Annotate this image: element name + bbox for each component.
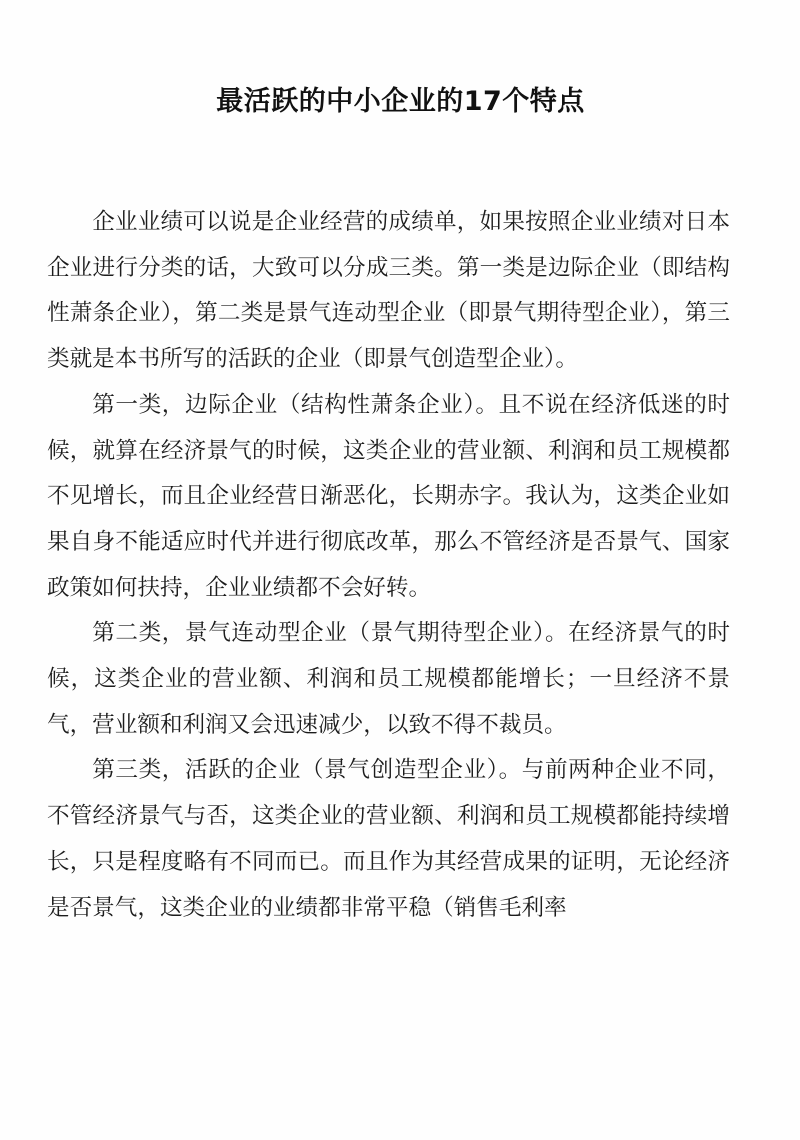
- paragraph-category-two: 第二类，景气连动型企业（景气期待型企业）。在经济景气的时候，这类企业的营业额、利润和员工规模都能增长；一旦经济不景气，营业额和利润又会迅速减少，以致不得不裁员。: [47, 620, 730, 738]
- paragraph-category-three: 第三类，活跃的企业（景气创造型企业）。与前两种企业不同，不管经济景气与否，这类企业的营业额、利润和员工规模都能持续增长，只是程度略有不同而已。而且作为其经营成果的证明，无论经济是否景气，这类企业的业绩都非常平稳（销售毛利率: [47, 757, 730, 921]
- body-text: [47, 200, 730, 931]
- page-title: 最活跃的中小企业的17个特点: [216, 86, 585, 117]
- paragraph-category-one: 第一类，边际企业（结构性萧条企业）。且不说在经济低迷的时候，就算在经济景气的时候，这类企业的营业额、利润和员工规模都不见增长，而且企业经营日渐恶化，长期赤字。我认为，这类企业如果自身不能适应时代并进行彻底改革，那么不管经济是否景气、国家政策如何扶持，企业业绩都不会好转。: [47, 391, 730, 601]
- paragraph-intro: 企业业绩可以说是企业经营的成绩单，如果按照企业业绩对日本企业进行分类的话，大致可以分成三类。第一类是边际企业（即结构性萧条企业），第二类是景气连动型企业（即景气期待型企业），第三类就是本书所写的活跃的企业（即景气创造型企业）。: [47, 209, 730, 373]
